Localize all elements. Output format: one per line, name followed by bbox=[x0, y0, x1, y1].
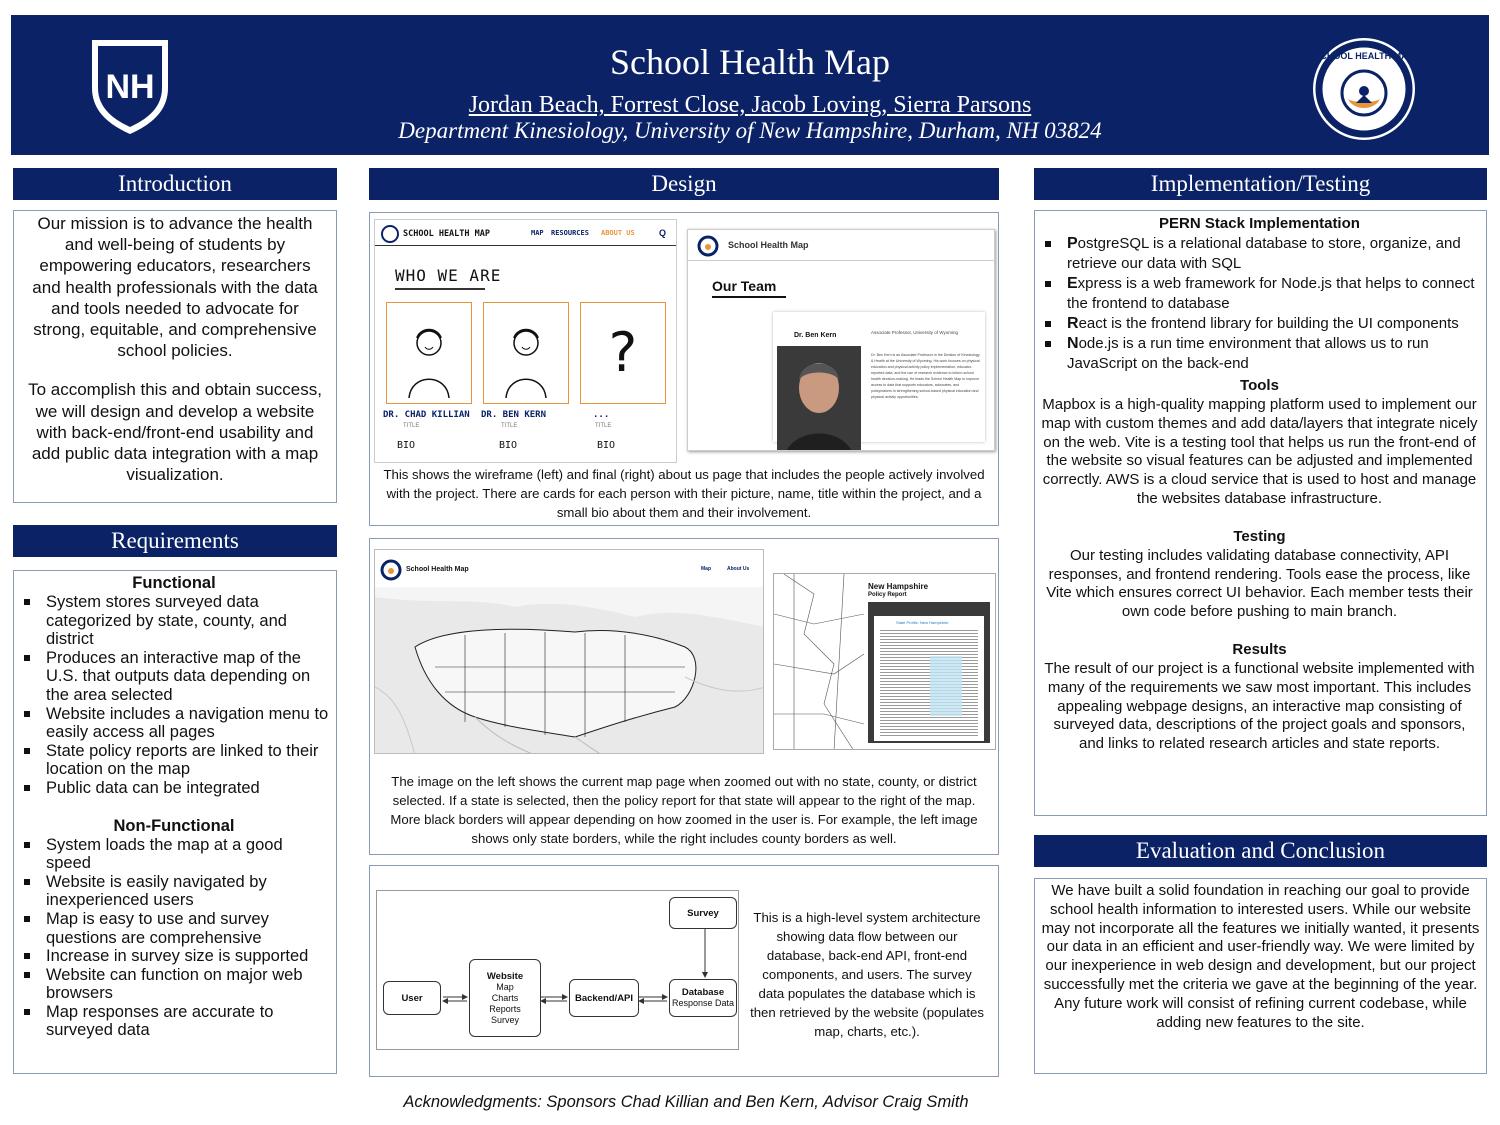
map-page-logo-icon bbox=[380, 559, 402, 581]
arch-website-survey: Survey bbox=[490, 1014, 519, 1025]
wireframe-image bbox=[374, 219, 677, 463]
team-member-card bbox=[773, 312, 985, 442]
design-architecture-box bbox=[369, 865, 999, 1077]
nonfunctional-title: Non-Functional bbox=[113, 816, 235, 835]
functional-item: Public data can be integrated bbox=[18, 779, 330, 798]
nonfunctional-item: Map is easy to use and survey questions are comprehensive bbox=[18, 910, 330, 947]
header-banner bbox=[11, 15, 1489, 155]
acknowledgments: Acknowledgments: Sponsors Chad Killian and Ben Kern, Advisor Craig Smith bbox=[403, 1093, 969, 1111]
nonfunctional-list bbox=[18, 836, 330, 1041]
pern-item bbox=[1039, 314, 1480, 334]
nonfunctional-item: Website can function on major web browsers bbox=[18, 966, 330, 1003]
pdf-page bbox=[874, 616, 984, 741]
architecture-diagram bbox=[376, 890, 739, 1050]
nonfunctional-item: Map responses are accurate to surveyed data bbox=[18, 1003, 330, 1040]
map-page-image bbox=[374, 549, 764, 754]
wireframe-question-mark: ? bbox=[608, 321, 638, 384]
design-map-box bbox=[369, 538, 999, 855]
introduction-box bbox=[13, 210, 337, 503]
wireframe-bio-2: BIO bbox=[499, 440, 518, 451]
us-map-graphic bbox=[375, 587, 764, 754]
tools-title: Tools bbox=[1240, 377, 1279, 394]
pern-text: eact is the frontend library for building the UI components bbox=[1078, 315, 1459, 332]
wireframe-title-1: TITLE bbox=[403, 423, 420, 429]
pdf-report-title: State Profile: New Hampshire bbox=[896, 620, 949, 625]
final-brand: School Health Map bbox=[728, 240, 809, 250]
nonfunctional-item: System loads the map at a good speed bbox=[18, 836, 330, 873]
architecture-caption: This is a high-level system architecture showing data flow between our database, back-end API, front-end components, and users. The survey data populates the database which is then retrieved by the website (populates map, charts, etc.). bbox=[750, 910, 984, 1039]
arch-website-reports: Reports bbox=[489, 1003, 521, 1014]
introduction-heading: Introduction bbox=[13, 168, 337, 200]
member-role: Associate Professor, University of Wyoming bbox=[871, 330, 958, 335]
nonfunctional-item: Increase in survey size is supported bbox=[18, 947, 330, 966]
testing-title: Testing bbox=[1233, 527, 1286, 545]
arch-user-label: User bbox=[401, 992, 423, 1004]
arch-user-node bbox=[383, 981, 441, 1015]
arch-backend-node bbox=[569, 979, 639, 1017]
design-about-box bbox=[369, 212, 999, 526]
arch-website-charts: Charts bbox=[491, 992, 519, 1003]
functional-item: System stores surveyed data categorized by state, county, and district bbox=[18, 593, 330, 649]
pdf-viewer[interactable] bbox=[868, 602, 990, 743]
nh-panel-subtitle: Policy Report bbox=[868, 592, 907, 598]
nh-policy-image bbox=[773, 573, 996, 750]
pern-text: ode.js is a run time environment that allows us to run JavaScript on the back-end bbox=[1067, 335, 1429, 372]
wireframe-card-1 bbox=[386, 302, 472, 404]
arch-database-sub: Response Data bbox=[671, 998, 735, 1008]
arch-database-label: Database bbox=[681, 987, 725, 998]
pern-item bbox=[1039, 274, 1480, 314]
implementation-heading: Implementation/Testing bbox=[1034, 168, 1487, 200]
wireframe-name-2: DR. BEN KERN bbox=[481, 410, 547, 420]
nh-panel-title: New Hampshire bbox=[868, 582, 929, 591]
introduction-mission: Our mission is to advance the health and well-being of students by empowering educators, researchers and health professionals with the data and tools needed to advocate for strong, equitable, and comprehensive school policies. bbox=[32, 214, 318, 361]
evaluation-box bbox=[1034, 878, 1487, 1074]
wireframe-heading: WHO WE ARE bbox=[395, 266, 502, 285]
functional-item: Website includes a navigation menu to easily access all pages bbox=[18, 705, 330, 742]
final-team-heading: Our Team bbox=[712, 278, 777, 294]
requirements-heading: Requirements bbox=[13, 525, 337, 557]
member-name: Dr. Ben Kern bbox=[794, 332, 837, 339]
arch-website-label: Website bbox=[486, 970, 524, 982]
results-text: The result of our project is a functional website implemented with many of the requirements we saw most important. This includes appealing webpage designs, an interactive map consisting of surveyed data, descriptions of the project goals and sponsors, and links to related research articles and state reports. bbox=[1044, 659, 1475, 753]
person-sketch-icon bbox=[387, 303, 471, 403]
final-logo-icon bbox=[697, 235, 719, 257]
results-title: Results bbox=[1232, 640, 1287, 658]
map-page-nav-map[interactable]: Map bbox=[701, 566, 711, 572]
arch-survey-node bbox=[669, 897, 737, 929]
about-caption: This shows the wireframe (left) and final (right) about us page that includes the people actively involved with the project. There are cards for each person with their picture, name, title within the project, and a small bio about them and their involvement. bbox=[383, 467, 985, 520]
introduction-approach: To accomplish this and obtain success, we will design and develop a website with back-end/front-end usability and add public data integration with a map visualization. bbox=[28, 380, 322, 485]
pern-item bbox=[1039, 334, 1480, 374]
map-caption: The image on the left shows the current map page when zoomed out with no state, county, or district selected. If a state is selected, then the policy report for that state will appear to the right of the map. More black borders will appear depending on how zoomed in the user is. For example, the left image shows only state borders, while the right includes county borders as well. bbox=[390, 774, 978, 846]
wireframe-card-2 bbox=[483, 302, 569, 404]
wireframe-nav-map[interactable]: MAP bbox=[531, 229, 544, 237]
wireframe-bio-1: BIO bbox=[397, 440, 416, 451]
arch-website-map: Map bbox=[496, 981, 514, 992]
poster-authors: Jordan Beach, Forrest Close, Jacob Loving, Sierra Parsons bbox=[468, 92, 1032, 118]
map-canvas[interactable] bbox=[375, 587, 763, 754]
member-bio: Dr. Ben Kern is an Associate Professor in the Division of Kinesiology & Health at the University of Wyoming. His work focuses on physical education and physical activity policy implementation, educator-reported data, and the use of research evidence to inform school health decision-making. He leads the School Health Map to improve access to data that supports educators, advocates, and policymakers in strengthening school-based physical education and physical activity opportunities. bbox=[871, 353, 980, 399]
pern-initial: E bbox=[1067, 275, 1078, 292]
wireframe-name-1: DR. CHAD KILLIAN bbox=[383, 410, 470, 420]
map-page-nav-about[interactable]: About Us bbox=[727, 566, 750, 572]
testing-text: Our testing includes validating database connectivity, API responses, and frontend rendering. Tools ease the process, like Vite which ensures correct UI behavior. Each member tests their own code before pushing to main branch. bbox=[1046, 546, 1473, 621]
final-about-image bbox=[687, 229, 995, 451]
pern-initial: N bbox=[1067, 335, 1079, 352]
project-logo-text: SCHOOL HEALTH MAP bbox=[1314, 51, 1414, 61]
functional-item: Produces an interactive map of the U.S. that outputs data depending on the area selected bbox=[18, 649, 330, 705]
wireframe-search-icon[interactable]: Q bbox=[659, 228, 667, 238]
arch-survey-label: Survey bbox=[687, 907, 719, 919]
wireframe-brand: SCHOOL HEALTH MAP bbox=[403, 229, 490, 239]
arch-website-node bbox=[469, 959, 541, 1037]
pern-text: ostgreSQL is a relational database to store, organize, and retrieve our data with SQL bbox=[1067, 235, 1461, 272]
arch-database-node bbox=[669, 979, 737, 1017]
functional-item: State policy reports are linked to their location on the map bbox=[18, 742, 330, 779]
poster-title: School Health Map bbox=[610, 42, 890, 82]
member-photo bbox=[777, 346, 861, 451]
pern-title: PERN Stack Implementation bbox=[1159, 215, 1360, 232]
pern-text: xpress is a web framework for Node.js that helps to connect the frontend to database bbox=[1067, 275, 1475, 312]
map-page-brand: School Health Map bbox=[406, 566, 469, 573]
tools-text: Mapbox is a high-quality mapping platform used to implement our map with custom themes and add data/layers that integrate nicely on the web. Vite is a testing tool that helps us run the front-end of the website so visual features can be adjusted and implemented correctly. AWS is a cloud service that is used to host and manage the websites database infrastructure. bbox=[1041, 396, 1478, 507]
nh-county-map bbox=[774, 574, 864, 750]
functional-title: Functional bbox=[132, 574, 216, 592]
evaluation-text: We have built a solid foundation in reaching our goal to provide school health information to interested users. While our website may not incorporate all the features we initially wanted, it presents our data in an efficient and user-friendly way. We were limited by our inexperience in web design and development, but our project successfully met the criteria we gave at the beginning of the year. Any future work will consist of refining current codebase, while adding new features to the site. bbox=[1041, 882, 1480, 1031]
wireframe-nav-about[interactable]: ABOUT US bbox=[601, 229, 635, 237]
nonfunctional-item: Website is easily navigated by inexperienced users bbox=[18, 873, 330, 910]
pern-item bbox=[1039, 234, 1480, 274]
wireframe-logo-icon bbox=[381, 225, 399, 243]
wireframe-bio-3: BIO bbox=[597, 440, 616, 451]
functional-list bbox=[18, 593, 330, 798]
implementation-box bbox=[1034, 210, 1487, 816]
evaluation-heading: Evaluation and Conclusion bbox=[1034, 835, 1487, 867]
wireframe-title-2: TITLE bbox=[501, 423, 518, 429]
arch-backend-label: Backend/API bbox=[574, 992, 634, 1004]
requirements-box bbox=[13, 570, 337, 1074]
unh-logo-letters: NH bbox=[105, 68, 155, 106]
unh-shield-logo bbox=[90, 38, 170, 136]
poster-department: Department Kinesiology, University of New Hampshire, Durham, NH 03824 bbox=[398, 118, 1102, 143]
wireframe-name-3: ... bbox=[593, 410, 610, 420]
pern-initial: R bbox=[1067, 315, 1079, 332]
wireframe-nav-resources[interactable]: RESOURCES bbox=[551, 229, 589, 237]
person-sketch-icon bbox=[484, 303, 568, 403]
wireframe-card-3 bbox=[580, 302, 666, 404]
pern-list bbox=[1039, 234, 1480, 374]
design-heading: Design bbox=[369, 168, 999, 200]
wireframe-title-3: TITLE bbox=[595, 423, 612, 429]
project-logo bbox=[1312, 37, 1416, 141]
pern-initial: P bbox=[1067, 235, 1078, 252]
